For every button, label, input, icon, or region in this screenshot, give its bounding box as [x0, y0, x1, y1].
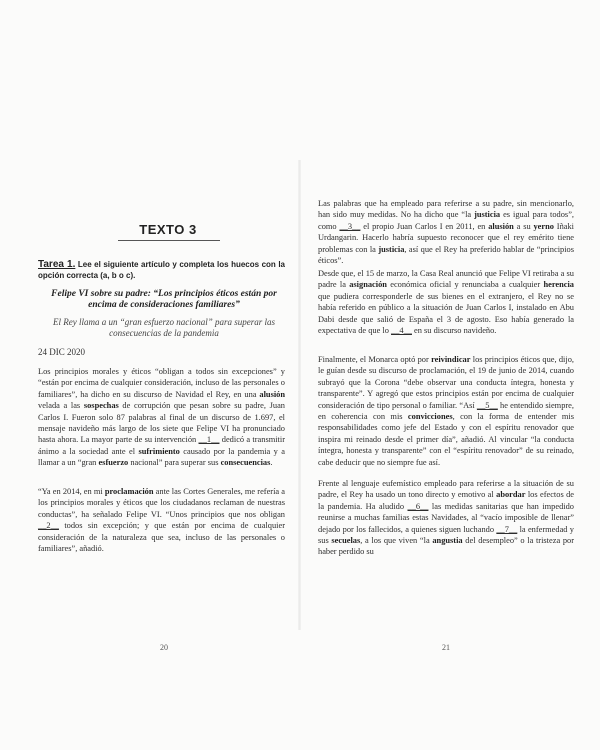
bold-term: secuelas — [331, 536, 361, 546]
paragraph: Los principios morales y éticos “obligan a todos sin excepciones” y “están por encima de cualquier consideración, incluso de las personales o familiares”, ha dicho en su discurso de Navidad el Rey, en una alusión velada a las sospechas de corrupción que pesan sobre su padre, Juan Carlos I. Fueron solo 87 palabras al final de un discurso de 1.697, el mensaje navideño más largo de los siete que Felipe VI ha pronunciado hasta ahora. La mayor parte de su intervención __1__ dedicó a transmitir ánimo a la sociedad ante el sufrimiento causado por la pandemia y a llamar a un “gran esfuerzo nacional” para superar sus consecuencias. — [38, 367, 285, 468]
bold-term: convicciones — [407, 412, 453, 422]
page-number: 20 — [160, 643, 168, 652]
paragraph: Finalmente, el Monarca optó por reivindicar los principios éticos que, dijo, le guían desde su discurso de proclamación, el 19 de junio de 2014, cuando subrayó que la Corona “debe observar una conducta íntegra, honesta y transparente”. Y agregó que estos principios están por encima de cualquier consideración de tipo personal o familiar. “Así __5__ he entendido siempre, en coherencia con mis convicciones, con la forma de entender mis responsabilidades como jefe del Estado y con el espíritu renovador que inspira mi reinado desde el primer día”, añadió. Al vincular “la conducta íntegra, honesta y transparente” con el “espíritu renovador” de su reinado, cabe deducir que no siempre fue así. — [318, 355, 574, 467]
bold-term: consecuencias — [220, 458, 271, 468]
bold-term: justicia — [378, 244, 405, 254]
bold-term: herencia — [543, 280, 574, 290]
paragraph: “Ya en 2014, en mi proclamación ante las Cortes Generales, me refería a los principios morales y éticos que los ciudadanos reclaman de nuestras conductas”, ha señalado Felipe VI. “Unos principios que nos obligan __2__ todos sin excepción; y que están por encima de cualquier consideración de la naturaleza que sea, incluso de las personales o familiares”, añadió. — [38, 487, 285, 554]
bold-term: reivindicar — [431, 355, 471, 364]
bold-term: angustia — [432, 536, 463, 546]
gap-7: __7__ — [496, 524, 518, 534]
gap-3: __3__ — [339, 221, 361, 231]
gap-6: __6__ — [407, 501, 429, 511]
paragraph: Desde que, el 15 de marzo, la Casa Real anunció que Felipe VI retiraba a su padre la asignación económica oficial y renunciaba a cualquier herencia que pudiera corresponderle de sus bienes en el extranjero, el Rey no se había referido en público a la situación de Juan Carlos I, instalado en Abu Dabi desde que salió de España el 3 de agosto. Eso había generado la expectativa de que lo __4__ en su discurso navideño. — [318, 269, 574, 336]
heading-underline — [118, 240, 220, 241]
bold-term: alusión — [488, 221, 514, 231]
bold-term: proclamación — [104, 487, 154, 496]
bold-term: alusión — [259, 389, 285, 399]
section-heading: TEXTO 3 — [139, 222, 197, 237]
paragraph: Las palabras que ha empleado para referirse a su padre, sin mencionarlo, han sido muy medidas. No ha dicho que “la justicia es igual para todos”, como __3__ el propio Juan Carlos I en 2011, en alusión a su yerno Iñaki Urdangarin. Hacerlo habría supuesto reconocer que el rey emérito tiene problemas con la justicia, así que el Rey ha preferido hablar de “principios éticos”. — [318, 199, 575, 266]
bold-term: asignación — [349, 280, 387, 290]
right-page — [300, 0, 600, 750]
article-subtitle: El Rey llama a un “gran esfuerzo nacional” para superar las consecuencias de la pandemia — [53, 317, 275, 338]
task-instruction — [38, 259, 285, 281]
gap-5: __5__ — [476, 400, 498, 410]
bold-term: sospechas — [83, 401, 119, 411]
paragraph: Frente al lenguaje eufemístico empleado para referirse a la situación de su padre, el Rey ha usado un tono directo y emotivo al abordar los efectos de la pandemia. Ha aludido __6__ las medidas sanitarias que han impedido reunirse a muchas familias estas Navidades, al “vacío imposible de llenar” dejado por los fallecidos, a quienes siguen luchando __7__ la enfermedad y sus secuelas, a los que viven “la angustia del desempleo” o la tristeza por haber perdido su — [318, 479, 575, 557]
article-title: Felipe VI sobre su padre: “Los principios éticos están por encima de consideraciones familiares” — [51, 289, 277, 310]
bold-term: yerno — [533, 221, 554, 231]
page-number: 21 — [442, 643, 450, 652]
article-date: 24 DIC 2020 — [38, 347, 85, 357]
gap-1: __1__ — [198, 435, 220, 445]
bold-term: esfuerzo — [98, 458, 129, 468]
task-text: Lee el siguiente artículo y completa los huecos con la opción correcta (a, b o c). — [38, 260, 285, 280]
bold-term: abordar — [496, 490, 526, 500]
bold-term: sufrimiento — [138, 446, 180, 456]
task-label: Tarea 1. — [38, 259, 76, 270]
bold-term: justicia — [474, 210, 501, 220]
gap-2: __2__ — [38, 521, 59, 531]
gap-4: __4__ — [391, 326, 412, 336]
